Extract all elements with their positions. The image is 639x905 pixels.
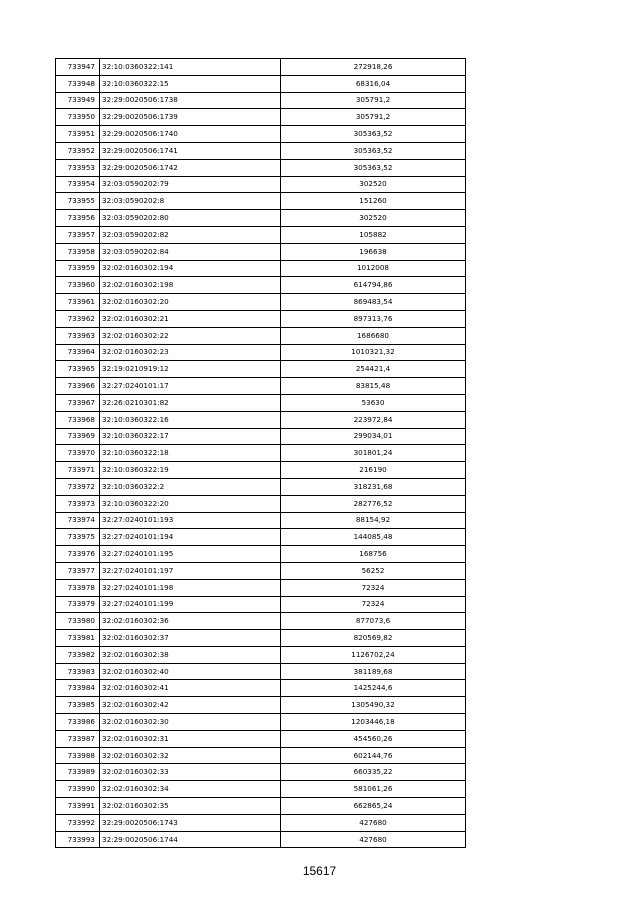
value-cell: 877073,6	[281, 613, 466, 630]
cadastral-number-cell: 32:02:0160302:41	[100, 680, 281, 697]
cadastral-number-cell: 32:02:0160302:20	[100, 294, 281, 311]
row-id-cell: 733970	[56, 445, 100, 462]
row-id-cell: 733991	[56, 798, 100, 815]
row-id-cell: 733952	[56, 142, 100, 159]
value-cell: 302520	[281, 210, 466, 227]
cadastral-number-cell: 32:03:0590202:8	[100, 193, 281, 210]
table-row	[56, 596, 466, 613]
cadastral-number-cell: 32:26:0210301:82	[100, 394, 281, 411]
row-id-cell: 733974	[56, 512, 100, 529]
value-cell: 1010321,32	[281, 344, 466, 361]
table-row	[56, 781, 466, 798]
value-cell: 216190	[281, 462, 466, 479]
table-row	[56, 462, 466, 479]
value-cell: 305791,2	[281, 92, 466, 109]
value-cell: 1012008	[281, 260, 466, 277]
cadastral-number-cell: 32:02:0160302:34	[100, 781, 281, 798]
table-row	[56, 764, 466, 781]
table-row	[56, 697, 466, 714]
data-table-body	[56, 59, 466, 848]
table-row	[56, 243, 466, 260]
value-cell: 660335,22	[281, 764, 466, 781]
value-cell: 168756	[281, 546, 466, 563]
cadastral-number-cell: 32:03:0590202:84	[100, 243, 281, 260]
value-cell: 302520	[281, 176, 466, 193]
cadastral-number-cell: 32:02:0160302:37	[100, 630, 281, 647]
value-cell: 83815,48	[281, 378, 466, 395]
row-id-cell: 733993	[56, 831, 100, 848]
value-cell: 282776,52	[281, 495, 466, 512]
cadastral-number-cell: 32:02:0160302:33	[100, 764, 281, 781]
row-id-cell: 733962	[56, 310, 100, 327]
value-cell: 56252	[281, 562, 466, 579]
cadastral-number-cell: 32:27:0240101:195	[100, 546, 281, 563]
cadastral-number-cell: 32:29:0020506:1740	[100, 126, 281, 143]
cadastral-number-cell: 32:10:0360322:17	[100, 428, 281, 445]
cadastral-number-cell: 32:19:0210919:12	[100, 361, 281, 378]
cadastral-number-cell: 32:10:0360322:141	[100, 59, 281, 76]
table-row	[56, 630, 466, 647]
value-cell: 196638	[281, 243, 466, 260]
row-id-cell: 733960	[56, 277, 100, 294]
table-row	[56, 798, 466, 815]
row-id-cell: 733948	[56, 75, 100, 92]
value-cell: 897313,76	[281, 310, 466, 327]
value-cell: 53630	[281, 394, 466, 411]
cadastral-number-cell: 32:29:0020506:1738	[100, 92, 281, 109]
table-row	[56, 327, 466, 344]
cadastral-number-cell: 32:29:0020506:1744	[100, 831, 281, 848]
cadastral-number-cell: 32:27:0240101:197	[100, 562, 281, 579]
row-id-cell: 733976	[56, 546, 100, 563]
row-id-cell: 733947	[56, 59, 100, 76]
value-cell: 272918,26	[281, 59, 466, 76]
table-row	[56, 159, 466, 176]
value-cell: 662865,24	[281, 798, 466, 815]
value-cell: 581061,26	[281, 781, 466, 798]
value-cell: 1686680	[281, 327, 466, 344]
cadastral-number-cell: 32:27:0240101:193	[100, 512, 281, 529]
row-id-cell: 733988	[56, 747, 100, 764]
cadastral-number-cell: 32:03:0590202:82	[100, 226, 281, 243]
row-id-cell: 733972	[56, 478, 100, 495]
table-row	[56, 579, 466, 596]
table-row	[56, 394, 466, 411]
value-cell: 144085,48	[281, 529, 466, 546]
value-cell: 72324	[281, 596, 466, 613]
table-row	[56, 445, 466, 462]
cadastral-number-cell: 32:02:0160302:42	[100, 697, 281, 714]
row-id-cell: 733992	[56, 814, 100, 831]
row-id-cell: 733982	[56, 646, 100, 663]
row-id-cell: 733981	[56, 630, 100, 647]
row-id-cell: 733980	[56, 613, 100, 630]
cadastral-number-cell: 32:29:0020506:1741	[100, 142, 281, 159]
table-row	[56, 92, 466, 109]
table-row	[56, 210, 466, 227]
cadastral-number-cell: 32:02:0160302:36	[100, 613, 281, 630]
cadastral-number-cell: 32:10:0360322:15	[100, 75, 281, 92]
table-row	[56, 562, 466, 579]
table-row	[56, 310, 466, 327]
table-row	[56, 663, 466, 680]
cadastral-number-cell: 32:27:0240101:198	[100, 579, 281, 596]
row-id-cell: 733956	[56, 210, 100, 227]
row-id-cell: 733975	[56, 529, 100, 546]
row-id-cell: 733986	[56, 714, 100, 731]
table-row	[56, 428, 466, 445]
row-id-cell: 733971	[56, 462, 100, 479]
row-id-cell: 733977	[56, 562, 100, 579]
page-number: 15617	[302, 864, 337, 878]
table-row	[56, 646, 466, 663]
row-id-cell: 733958	[56, 243, 100, 260]
table-row	[56, 613, 466, 630]
cadastral-number-cell: 32:27:0240101:17	[100, 378, 281, 395]
value-cell: 602144,76	[281, 747, 466, 764]
table-row	[56, 59, 466, 76]
table-row	[56, 109, 466, 126]
table-row	[56, 495, 466, 512]
table-row	[56, 361, 466, 378]
table-row	[56, 714, 466, 731]
value-cell: 305791,2	[281, 109, 466, 126]
value-cell: 88154,92	[281, 512, 466, 529]
row-id-cell: 733969	[56, 428, 100, 445]
row-id-cell: 733973	[56, 495, 100, 512]
cadastral-number-cell: 32:10:0360322:16	[100, 411, 281, 428]
row-id-cell: 733990	[56, 781, 100, 798]
row-id-cell: 733968	[56, 411, 100, 428]
row-id-cell: 733957	[56, 226, 100, 243]
table-row	[56, 730, 466, 747]
table-row	[56, 75, 466, 92]
cadastral-number-cell: 32:29:0020506:1742	[100, 159, 281, 176]
value-cell: 305363,52	[281, 142, 466, 159]
cadastral-number-cell: 32:02:0160302:40	[100, 663, 281, 680]
cadastral-number-cell: 32:10:0360322:19	[100, 462, 281, 479]
table-row	[56, 747, 466, 764]
table-row	[56, 680, 466, 697]
cadastral-number-cell: 32:03:0590202:80	[100, 210, 281, 227]
table-row	[56, 529, 466, 546]
cadastral-number-cell: 32:02:0160302:194	[100, 260, 281, 277]
value-cell: 254421,4	[281, 361, 466, 378]
value-cell: 381189,68	[281, 663, 466, 680]
cadastral-number-cell: 32:02:0160302:32	[100, 747, 281, 764]
cadastral-number-cell: 32:03:0590202:79	[100, 176, 281, 193]
row-id-cell: 733954	[56, 176, 100, 193]
cadastral-number-cell: 32:29:0020506:1743	[100, 814, 281, 831]
value-cell: 223972,84	[281, 411, 466, 428]
cadastral-number-cell: 32:02:0160302:21	[100, 310, 281, 327]
cadastral-number-cell: 32:02:0160302:23	[100, 344, 281, 361]
cadastral-number-cell: 32:10:0360322:18	[100, 445, 281, 462]
row-id-cell: 733979	[56, 596, 100, 613]
table-row	[56, 378, 466, 395]
table-row	[56, 512, 466, 529]
table-row	[56, 344, 466, 361]
table-row	[56, 294, 466, 311]
row-id-cell: 733961	[56, 294, 100, 311]
table-row	[56, 193, 466, 210]
value-cell: 301801,24	[281, 445, 466, 462]
value-cell: 869483,54	[281, 294, 466, 311]
cadastral-number-cell: 32:27:0240101:199	[100, 596, 281, 613]
table-row	[56, 142, 466, 159]
row-id-cell: 733959	[56, 260, 100, 277]
value-cell: 299034,01	[281, 428, 466, 445]
value-cell: 454560,26	[281, 730, 466, 747]
cadastral-number-cell: 32:10:0360322:20	[100, 495, 281, 512]
row-id-cell: 733965	[56, 361, 100, 378]
value-cell: 614794,86	[281, 277, 466, 294]
value-cell: 72324	[281, 579, 466, 596]
row-id-cell: 733950	[56, 109, 100, 126]
value-cell: 1425244,6	[281, 680, 466, 697]
cadastral-number-cell: 32:02:0160302:22	[100, 327, 281, 344]
row-id-cell: 733987	[56, 730, 100, 747]
table-row	[56, 411, 466, 428]
value-cell: 305363,52	[281, 159, 466, 176]
data-table	[55, 58, 466, 848]
row-id-cell: 733966	[56, 378, 100, 395]
value-cell: 1305490,32	[281, 697, 466, 714]
table-row	[56, 226, 466, 243]
cadastral-number-cell: 32:27:0240101:194	[100, 529, 281, 546]
table-row	[56, 478, 466, 495]
value-cell: 151260	[281, 193, 466, 210]
row-id-cell: 733953	[56, 159, 100, 176]
row-id-cell: 733963	[56, 327, 100, 344]
value-cell: 105882	[281, 226, 466, 243]
value-cell: 820569,82	[281, 630, 466, 647]
value-cell: 318231,68	[281, 478, 466, 495]
value-cell: 1126702,24	[281, 646, 466, 663]
table-row	[56, 546, 466, 563]
row-id-cell: 733984	[56, 680, 100, 697]
value-cell: 305363,52	[281, 126, 466, 143]
cadastral-number-cell: 32:02:0160302:198	[100, 277, 281, 294]
table-row	[56, 260, 466, 277]
row-id-cell: 733964	[56, 344, 100, 361]
row-id-cell: 733951	[56, 126, 100, 143]
cadastral-number-cell: 32:29:0020506:1739	[100, 109, 281, 126]
cadastral-number-cell: 32:02:0160302:38	[100, 646, 281, 663]
cadastral-number-cell: 32:02:0160302:35	[100, 798, 281, 815]
value-cell: 1203446,18	[281, 714, 466, 731]
table-row	[56, 814, 466, 831]
row-id-cell: 733978	[56, 579, 100, 596]
row-id-cell: 733967	[56, 394, 100, 411]
table-row	[56, 126, 466, 143]
cadastral-number-cell: 32:10:0360322:2	[100, 478, 281, 495]
value-cell: 427680	[281, 814, 466, 831]
value-cell: 427680	[281, 831, 466, 848]
table-row	[56, 831, 466, 848]
row-id-cell: 733989	[56, 764, 100, 781]
row-id-cell: 733949	[56, 92, 100, 109]
table-row	[56, 277, 466, 294]
cadastral-number-cell: 32:02:0160302:30	[100, 714, 281, 731]
cadastral-number-cell: 32:02:0160302:31	[100, 730, 281, 747]
row-id-cell: 733983	[56, 663, 100, 680]
table-row	[56, 176, 466, 193]
value-cell: 68316,04	[281, 75, 466, 92]
row-id-cell: 733985	[56, 697, 100, 714]
row-id-cell: 733955	[56, 193, 100, 210]
